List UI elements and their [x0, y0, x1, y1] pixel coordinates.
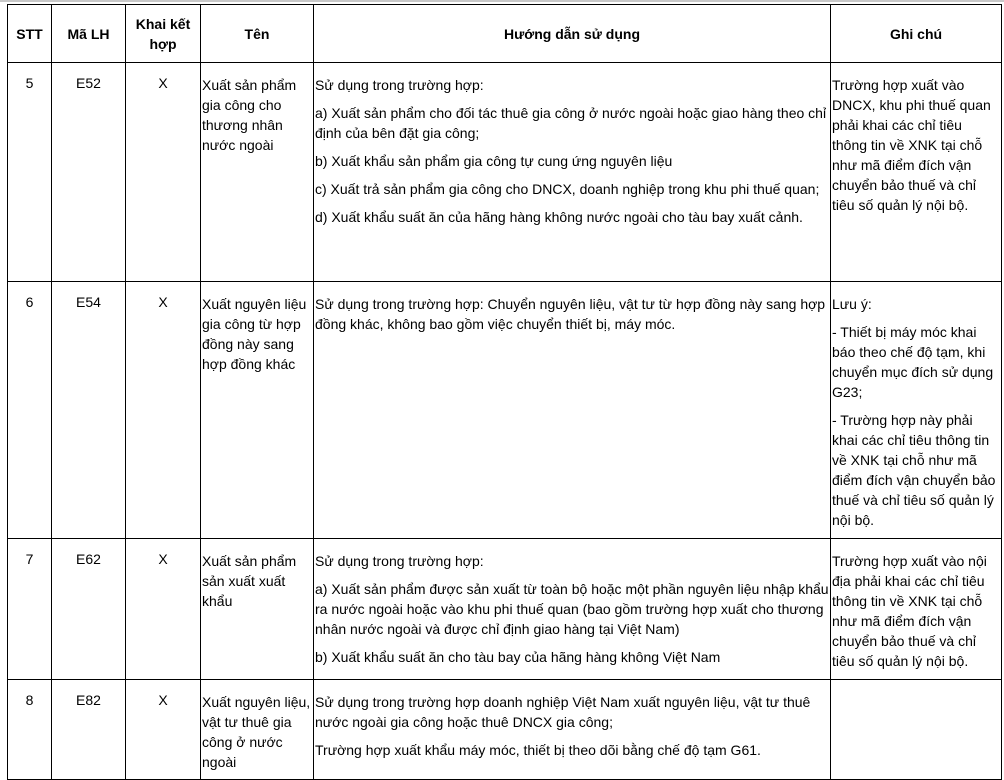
cell-ten: Xuất nguyên liệu gia công từ hợp đồng này sang hợp đồng khác — [201, 282, 314, 539]
cell-stt: 7 — [8, 539, 52, 680]
table-row — [8, 680, 1002, 780]
cell-stt: 5 — [8, 63, 52, 282]
header-ten: Tên — [201, 5, 314, 63]
paragraph: Sử dụng trong trường hợp: — [315, 553, 484, 569]
cell-ghi-chu — [831, 680, 1002, 780]
cell-ghi-chu — [831, 63, 1002, 282]
paragraph: b) Xuất khẩu suất ăn cho tàu bay của hãng hàng không Việt Nam — [315, 649, 721, 665]
cell-huong-dan — [314, 63, 831, 282]
cell-huong-dan — [314, 282, 831, 539]
paragraph: - Thiết bị máy móc khai báo theo chế độ tạm, khi chuyển mục đích sử dụng G23; — [832, 324, 994, 400]
paragraph: a) Xuất sản phẩm cho đối tác thuê gia công ở nước ngoài hoặc giao hàng theo chỉ định của bên đặt gia công; — [315, 105, 827, 141]
paragraph: Sử dụng trong trường hợp: Chuyển nguyên liệu, vật tư từ hợp đồng này sang hợp đồng khác, không bao gồm việc chuyển thiết bị, máy móc. — [315, 296, 826, 332]
cell-ma-lh: E52 — [52, 63, 126, 282]
cell-ten: Xuất sản phẩm gia công cho thương nhân nước ngoài — [201, 63, 314, 282]
cell-ma-lh: E54 — [52, 282, 126, 539]
paragraph: Lưu ý: — [832, 296, 872, 312]
cell-ten: Xuất sản phẩm sản xuất xuất khẩu — [201, 539, 314, 680]
header-khai-ket-hop: Khai kết hợp — [126, 5, 201, 63]
cell-stt: 8 — [8, 680, 52, 780]
table-row — [8, 539, 1002, 680]
paragraph: a) Xuất sản phẩm được sản xuất từ toàn bộ hoặc một phần nguyên liệu nhập khẩu ra nước ngoài hoặc vào khu phi thuế quan (bao gồm trường hợp xuất cho thương nhân nước ngoài và được chỉ định giao hàng tại Việt Nam) — [315, 581, 829, 637]
cell-khai: X — [126, 539, 201, 680]
paragraph: d) Xuất khẩu suất ăn của hãng hàng không nước ngoài cho tàu bay xuất cảnh. — [315, 209, 803, 225]
customs-code-table — [7, 4, 1002, 780]
cell-ma-lh: E62 — [52, 539, 126, 680]
cell-khai: X — [126, 680, 201, 780]
paragraph: Trường hợp xuất vào DNCX, khu phi thuế quan phải khai các chỉ tiêu thông tin về XNK tại chỗ như mã điểm đích vận chuyển bảo thuế và chỉ tiêu số quản lý nội bộ. — [832, 77, 991, 213]
paragraph: Sử dụng trong trường hợp: — [315, 77, 484, 93]
header-huong-dan: Hướng dẫn sử dụng — [314, 5, 831, 63]
cell-ghi-chu — [831, 282, 1002, 539]
cell-ten: Xuất nguyên liệu, vật tư thuê gia công ở nước ngoài — [201, 680, 314, 780]
table-row — [8, 282, 1002, 539]
header-stt: STT — [8, 5, 52, 63]
paragraph: Sử dụng trong trường hợp doanh nghiệp Việt Nam xuất nguyên liệu, vật tư thuê nước ngoài gia công hoặc thuê DNCX gia công; — [315, 694, 811, 730]
cell-ma-lh: E82 — [52, 680, 126, 780]
cell-khai: X — [126, 282, 201, 539]
cell-stt: 6 — [8, 282, 52, 539]
header-ma-lh: Mã LH — [52, 5, 126, 63]
cell-ghi-chu — [831, 539, 1002, 680]
cell-khai: X — [126, 63, 201, 282]
cell-huong-dan — [314, 539, 831, 680]
header-row — [8, 5, 1002, 63]
paragraph: b) Xuất khẩu sản phẩm gia công tự cung ứng nguyên liệu — [315, 153, 673, 169]
table-row — [8, 63, 1002, 282]
cell-huong-dan — [314, 680, 831, 780]
paragraph: Trường hợp xuất vào nội địa phải khai các chỉ tiêu thông tin về XNK tại chỗ như mã điểm đích vận chuyển bảo thuế và chỉ tiêu số quản lý nội bộ. — [832, 553, 987, 669]
window-top-border — [0, 0, 1004, 2]
paragraph: c) Xuất trả sản phẩm gia công cho DNCX, doanh nghiệp trong khu phi thuế quan; — [315, 181, 820, 197]
paragraph: - Trường hợp này phải khai các chỉ tiêu thông tin về XNK tại chỗ như mã điểm đích vận chuyển bảo thuế và chỉ tiêu số quản lý nội bộ. — [832, 412, 996, 528]
header-ghi-chu: Ghi chú — [831, 5, 1002, 63]
paragraph: Trường hợp xuất khẩu máy móc, thiết bị theo dõi bằng chế độ tạm G61. — [315, 742, 761, 758]
